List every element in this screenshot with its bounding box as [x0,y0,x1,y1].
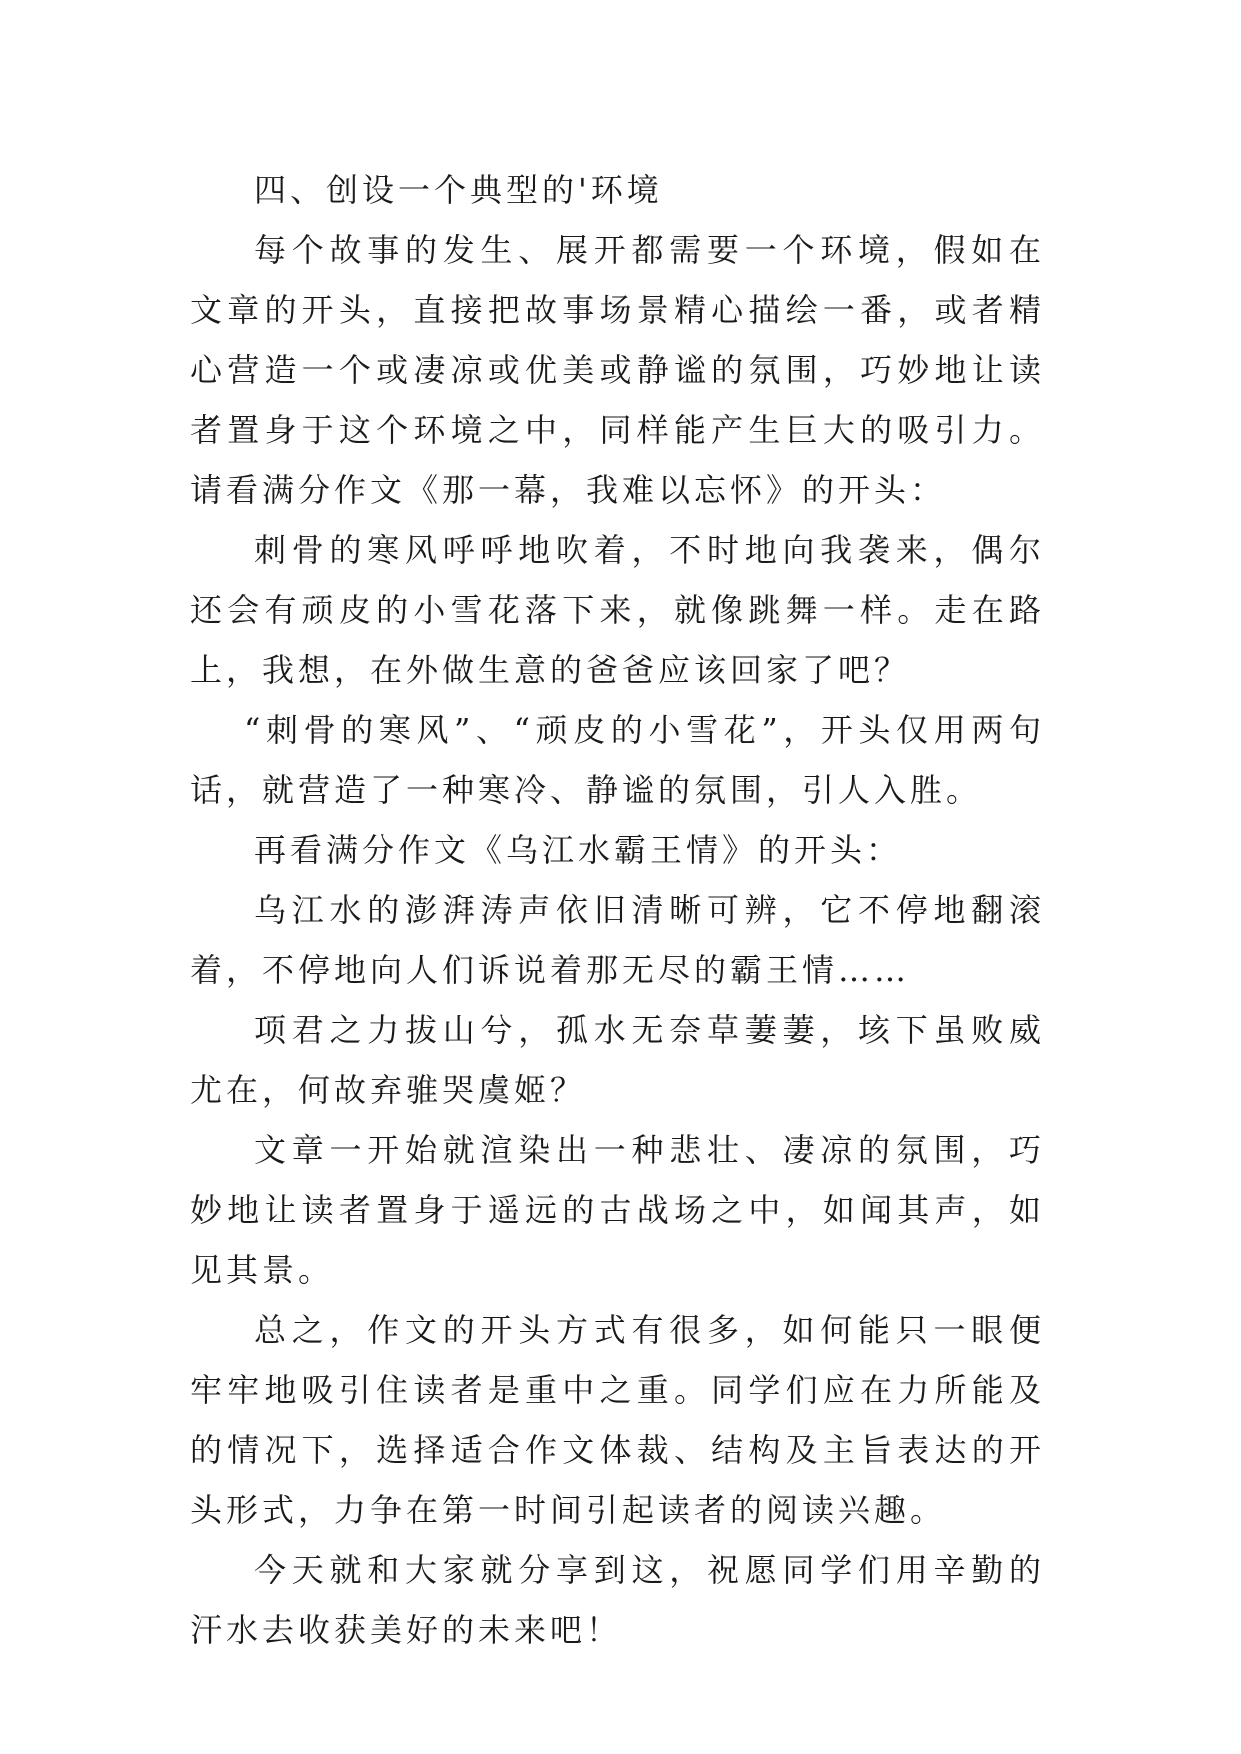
body-paragraph: 每个故事的发生、展开都需要一个环境，假如在文章的开头，直接把故事场景精心描绘一番，或者精心营造一个或凄凉或优美或静谧的氛围，巧妙地让读者置身于这个环境之中，同样能产生巨大的吸引力。请看满分作文《那一幕，我难以忘怀》的开头： [190,231,1045,509]
closing-paragraph: 今天就和大家就分享到这，祝愿同学们用辛勤的汗水去收获美好的未来吧！ [190,1551,1045,1649]
document-body [190,160,1045,1660]
quoted-excerpt: 项君之力拔山兮，孤水无奈草萋萋，垓下虽败威尤在，何故弃骓哭虞姬？ [190,1011,1045,1109]
quoted-excerpt: 刺骨的寒风呼呼地吹着，不时地向我袭来，偶尔还会有顽皮的小雪花落下来，就像跳舞一样。走在路上，我想，在外做生意的爸爸应该回家了吧？ [190,531,1045,689]
section-heading: 四、创设一个典型的'环境 [254,171,663,209]
body-paragraph: “刺骨的寒风”、“顽皮的小雪花”，开头仅用两句话，就营造了一种寒冷、静谧的氛围，引人入胜。 [190,711,1045,809]
body-paragraph: 总之，作文的开头方式有很多，如何能只一眼便牢牢地吸引住读者是重中之重。同学们应在力所能及的情况下，选择适合作文体裁、结构及主旨表达的开头形式，力争在第一时间引起读者的阅读兴趣。 [190,1311,1045,1529]
body-paragraph: 再看满分作文《乌江水霸王情》的开头： [254,831,903,869]
quoted-excerpt: 乌江水的澎湃涛声依旧清晰可辨，它不停地翻滚着，不停地向人们诉说着那无尽的霸王情…… [190,891,1045,989]
body-paragraph: 文章一开始就渲染出一种悲壮、凄凉的氛围，巧妙地让读者置身于遥远的古战场之中，如闻其声，如见其景。 [190,1131,1045,1289]
